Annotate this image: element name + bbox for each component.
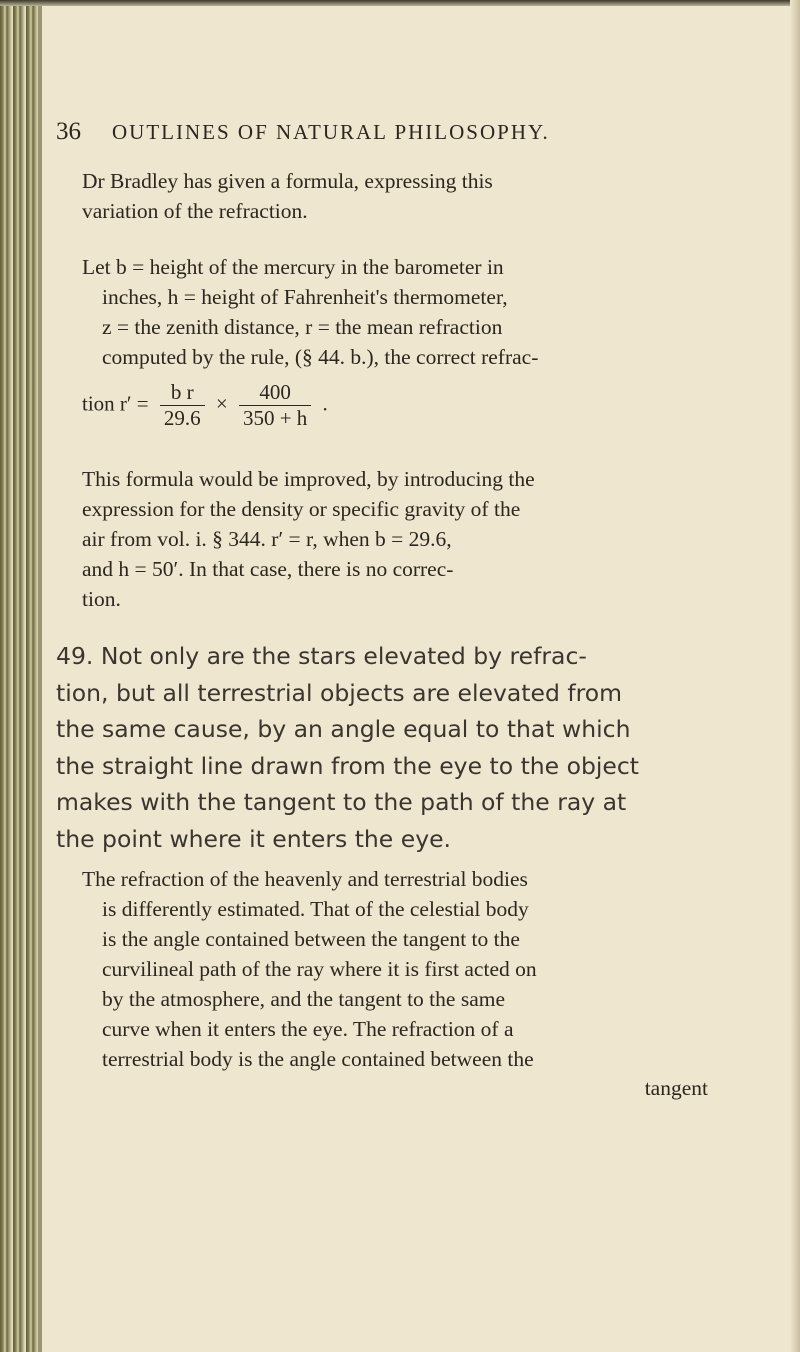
text-line: is the angle contained between the tangent to the xyxy=(102,927,520,951)
formula-end: . xyxy=(322,391,328,416)
text-line: expression for the density or specific gravity of the xyxy=(82,497,521,521)
paragraph-definitions xyxy=(82,252,710,372)
section-49 xyxy=(56,638,728,857)
right-page-edge xyxy=(790,0,800,1352)
text-line: curve when it enters the eye. The refraction of a xyxy=(102,1017,514,1041)
fraction-numerator: 400 xyxy=(239,380,311,406)
text-line: terrestrial body is the angle contained between the xyxy=(102,1047,534,1071)
paragraph-bradley xyxy=(82,166,710,226)
text-line: The refraction of the heavenly and terrestrial bodies xyxy=(82,867,528,891)
text-line: computed by the rule, (§ 44. b.), the correct refrac- xyxy=(102,345,539,369)
fraction-numerator: b r xyxy=(160,380,205,406)
text-line: Dr Bradley has given a formula, expressing this xyxy=(82,169,493,193)
gutter-shadow xyxy=(38,0,42,1352)
refraction-formula xyxy=(82,380,328,431)
catchword: tangent xyxy=(644,1076,708,1100)
text-line: z = the zenith distance, r = the mean refraction xyxy=(102,315,503,339)
running-head: OUTLINES OF NATURAL PHILOSOPHY. xyxy=(112,120,550,144)
fraction-400-over-350-plus-h xyxy=(239,380,311,431)
text-line: variation of the refraction. xyxy=(82,199,308,223)
fraction-denominator: 29.6 xyxy=(163,406,201,430)
paragraph-improvement xyxy=(82,464,710,614)
fraction-denominator: 350 + h xyxy=(242,406,308,430)
text-line: curvilineal path of the ray where it is first acted on xyxy=(102,957,537,981)
text-line: This formula would be improved, by introducing the xyxy=(82,467,535,491)
text-line: inches, h = height of Fahrenheit's thermometer, xyxy=(102,285,508,309)
text-line: makes with the tangent to the path of the ray at xyxy=(56,788,627,816)
top-page-edge xyxy=(0,0,800,6)
text-line: air from vol. i. § 344. r′ = r, when b = 29.6, xyxy=(82,527,452,551)
text-line: Let b = height of the mercury in the barometer in xyxy=(82,255,504,279)
text-line: the same cause, by an angle equal to that which xyxy=(56,715,631,743)
formula-lead: tion r′ = xyxy=(82,391,149,416)
text-line: and h = 50′. In that case, there is no correc- xyxy=(82,557,454,581)
times-sign: × xyxy=(215,391,228,416)
text-line: tion. xyxy=(82,587,121,611)
text-line: 49. Not only are the stars elevated by refrac- xyxy=(56,642,587,670)
paragraph-refraction-estimate xyxy=(82,864,710,1074)
text-line: tion, but all terrestrial objects are elevated from xyxy=(56,678,623,707)
fraction-br-over-29-6 xyxy=(160,380,205,431)
page-number: 36 xyxy=(56,118,81,145)
text-line: is differently estimated. That of the celestial body xyxy=(102,897,529,921)
text-line: the straight line drawn from the eye to the object xyxy=(56,751,640,780)
book-binding-edge xyxy=(0,0,38,1352)
text-line: the point where it enters the eye. xyxy=(56,824,452,853)
text-line: by the atmosphere, and the tangent to the same xyxy=(102,987,505,1011)
